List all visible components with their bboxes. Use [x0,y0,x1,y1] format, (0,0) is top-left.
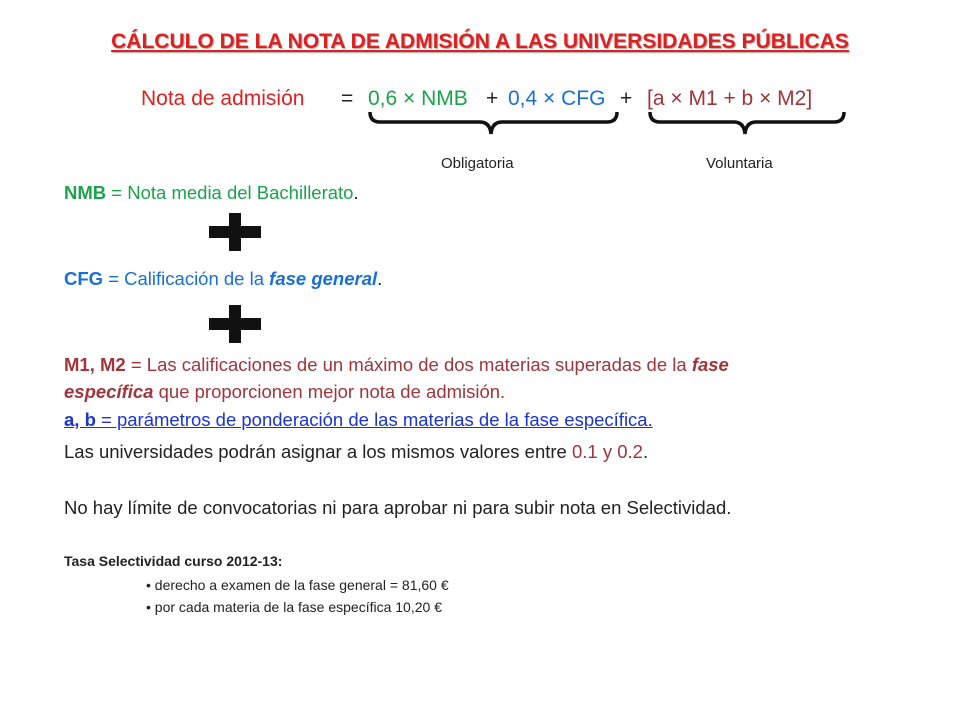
cfg-abbr: CFG [64,268,104,289]
formula-term-m: [a × M1 + b × M2] [647,87,813,110]
tasa-heading: Tasa Selectividad curso 2012-13: [64,553,283,569]
tasa-item-text: por cada materia de la fase específica 10,20 € [154,599,442,615]
tasa-item-text: derecho a examen de la fase general = 81,60 € [154,577,449,593]
formula-plus-2: + [620,87,633,110]
definition-ab[interactable] [64,409,653,431]
univ-value-2: 0.2 [617,441,643,462]
plus-icon [209,213,261,251]
definition-m [64,354,729,376]
label-obligatoria: Obligatoria [441,155,514,172]
cfg-italic: fase general [269,268,378,289]
m-abbr: M1, M2 [64,354,126,375]
ab-abbr-link[interactable]: a, b [64,409,96,430]
cfg-equals: = [108,268,120,289]
formula-plus-1: + [486,87,499,110]
cfg-text: Calificación de la [124,268,270,289]
universities-values [64,441,648,463]
bullet-icon: • [146,577,151,593]
ab-text-link[interactable]: = parámetros de ponderación de las materias de la fase específica. [95,409,653,430]
formula-term-cfg: 0,4 × CFG [508,87,606,110]
tasa-item [146,599,442,615]
m-equals: = [130,354,142,375]
plus-icon [209,305,261,343]
brace-voluntaria [650,112,844,134]
nmb-dot: . [353,182,359,203]
m-text-2: que proporcionen mejor nota de admisión. [153,381,506,402]
limit-note: No hay límite de convocatorias ni para aprobar ni para subir nota en Selectividad. [64,497,732,518]
m-italic-1: fase [691,354,729,375]
nmb-equals: = [111,182,123,203]
label-voluntaria: Voluntaria [706,155,773,172]
nmb-abbr: NMB [64,182,107,203]
m-italic-2: específica [64,381,154,402]
brace-obligatoria [370,112,617,134]
formula-lhs: Nota de admisión [141,87,305,110]
nmb-text: Nota media del Bachillerato [127,182,354,203]
definition-cfg [64,268,382,290]
cfg-dot: . [377,268,383,289]
univ-dot: . [642,441,649,462]
univ-text: Las universidades podrán asignar a los mismos valores entre [64,441,572,462]
bullet-icon: • [146,599,151,615]
definition-nmb [64,182,359,204]
tasa-item [146,577,449,593]
definition-m-cont [64,381,505,403]
formula-equals: = [341,87,354,110]
formula-braces [0,110,960,142]
page-title: CÁLCULO DE LA NOTA DE ADMISIÓN A LAS UNIVERSIDADES PÚBLICAS [111,30,849,53]
m-text-1: Las calificaciones de un máximo de dos materias superadas de la [146,354,692,375]
univ-value-1: 0.1 [571,441,598,462]
formula-term-nmb: 0,6 × NMB [368,87,468,110]
univ-and: y [597,441,618,462]
